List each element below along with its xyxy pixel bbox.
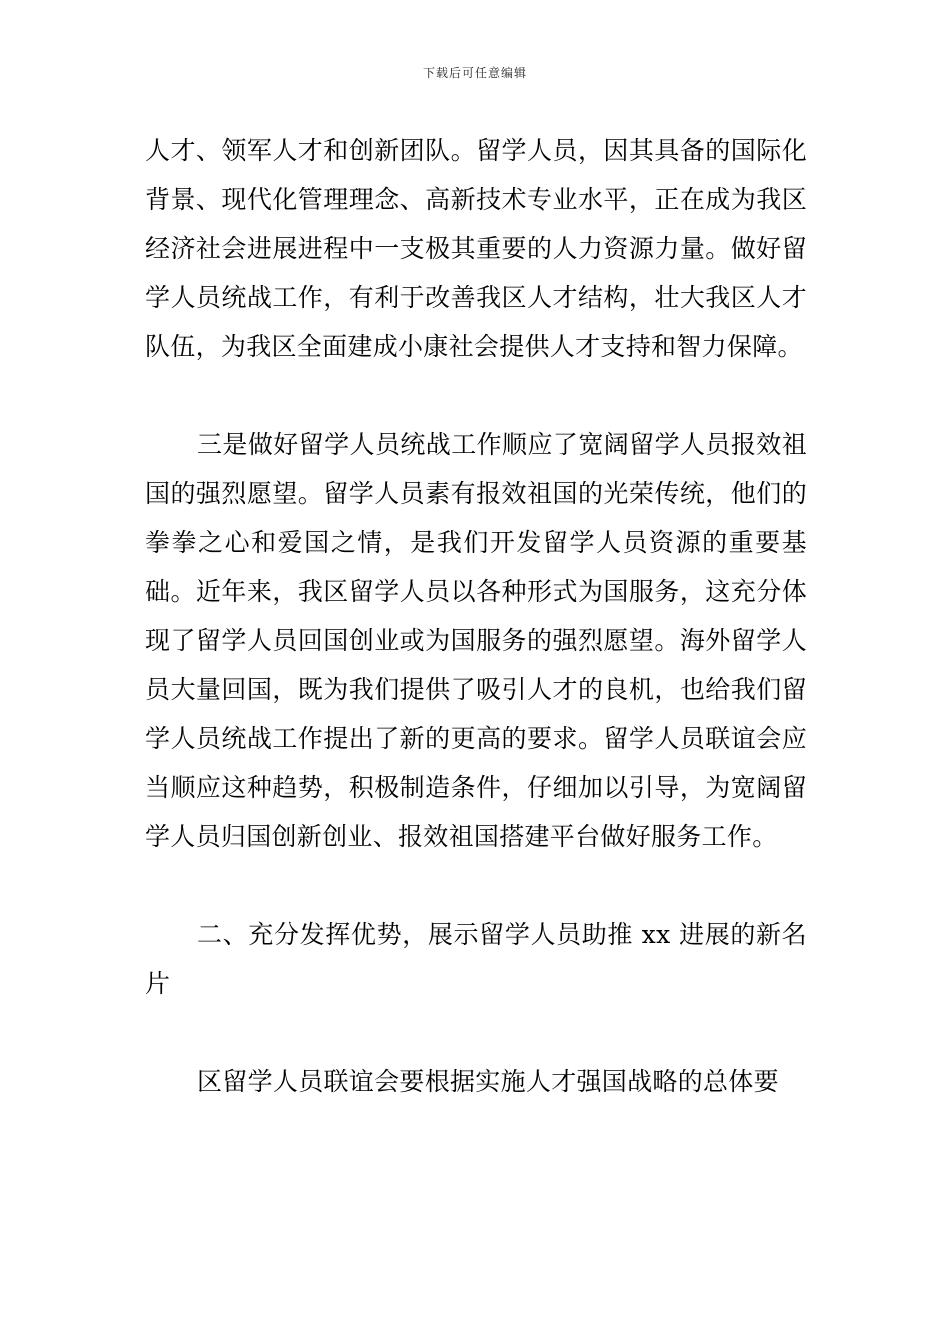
body-paragraph: 人才、领军人才和创新团队。留学人员，因其具备的国际化背景、现代化管理理念、高新技术专业水平，正在成为我区经济社会进展进程中一支极其重要的人力资源力量。做好留学人员统战工作，有利于改善我区人才结构，壮大我区人才队伍，为我区全面建成小康社会提供人才支持和智力保障。 [145, 136, 807, 361]
document-body [145, 126, 807, 1106]
body-paragraph: 三是做好留学人员统战工作顺应了宽阔留学人员报效祖国的强烈愿望。留学人员素有报效祖国的光荣传统，他们的拳拳之心和爱国之情，是我们开发留学人员资源的重要基础。近年来，我区留学人员以各种形式为国服务，这充分体现了留学人员回国创业或为国服务的强烈愿望。海外留学人员大量回国，既为我们提供了吸引人才的良机，也给我们留学人员统战工作提出了新的更高的要求。留学人员联谊会应当顺应这种趋势，积极制造条件，仔细加以引导，为宽阔留学人员归国创新创业、报效祖国搭建平台做好服务工作。 [145, 430, 807, 851]
body-paragraph: 区留学人员联谊会要根据实施人才强国战略的总体要 [197, 1067, 779, 1096]
section-heading: 二、充分发挥优势，展示留学人员助推 xx 进展的新名片 [145, 920, 807, 998]
page-header: 下载后可任意编辑 [422, 66, 527, 80]
